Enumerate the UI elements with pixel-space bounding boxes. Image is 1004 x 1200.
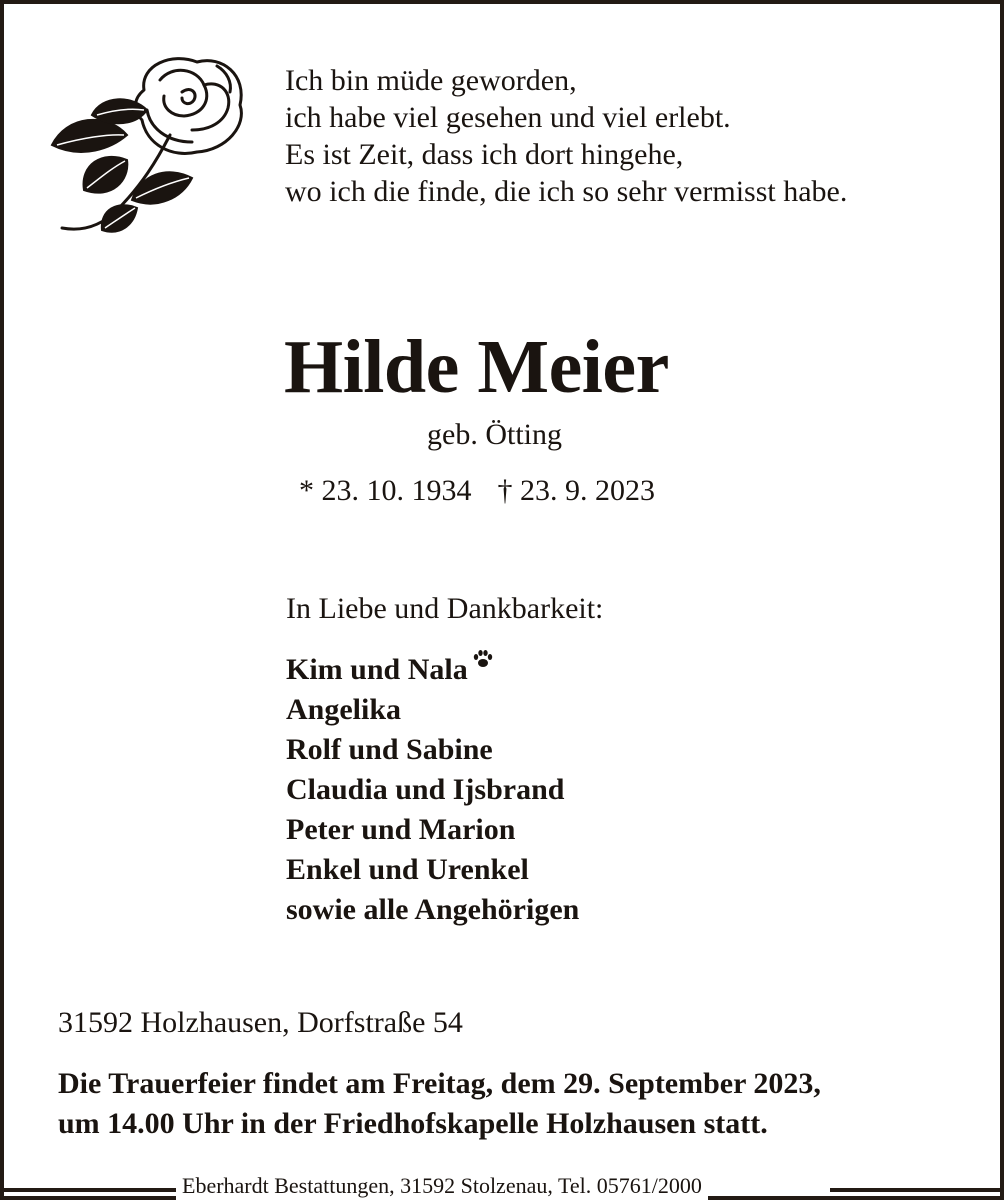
thanks-line: In Liebe und Dankbarkeit: [286,592,604,625]
mourner-item [286,650,579,690]
poem-line: Ich bin müde geworden, [285,64,577,97]
rose-icon [32,50,252,245]
service-line: um 14.00 Uhr in der Friedhofskapelle Holzhausen statt. [58,1107,768,1140]
maiden-name: geb. Ötting [427,418,562,451]
mourner-item: Claudia und Ijsbrand [286,773,565,806]
mourner-item: Enkel und Urenkel [286,853,529,886]
service-line: Die Trauerfeier findet am Freitag, dem 29. September 2023, [58,1067,821,1100]
poem-line: ich habe viel gesehen und viel erlebt. [285,101,731,134]
address: 31592 Holzhausen, Dorfstraße 54 [58,1006,463,1039]
paw-icon [472,648,494,670]
deceased-name: Hilde Meier [284,325,669,409]
poem-line: Es ist Zeit, dass ich dort hingehe, [285,138,684,171]
service-info [58,1064,821,1144]
funeral-home-info: Eberhardt Bestattungen, 31592 Stolzenau, Tel. 05761/2000 [176,1172,708,1200]
footer-rule-left [4,1188,176,1192]
mourners-list [286,650,579,930]
mourner-item: sowie alle Angehörigen [286,893,580,926]
life-dates [299,472,655,510]
mourner-item: Rolf und Sabine [286,733,493,766]
mourner-item: Peter und Marion [286,813,516,846]
mourner-item: Angelika [286,693,402,726]
poem [285,62,847,210]
poem-line: wo ich die finde, die ich so sehr vermisst habe. [285,175,848,208]
death-date: † 23. 9. 2023 [497,474,655,507]
birth-date: * 23. 10. 1934 [299,474,472,507]
footer [0,1172,1004,1200]
mourner-name: Kim und Nala [286,653,468,686]
footer-rule-right [830,1188,1000,1192]
